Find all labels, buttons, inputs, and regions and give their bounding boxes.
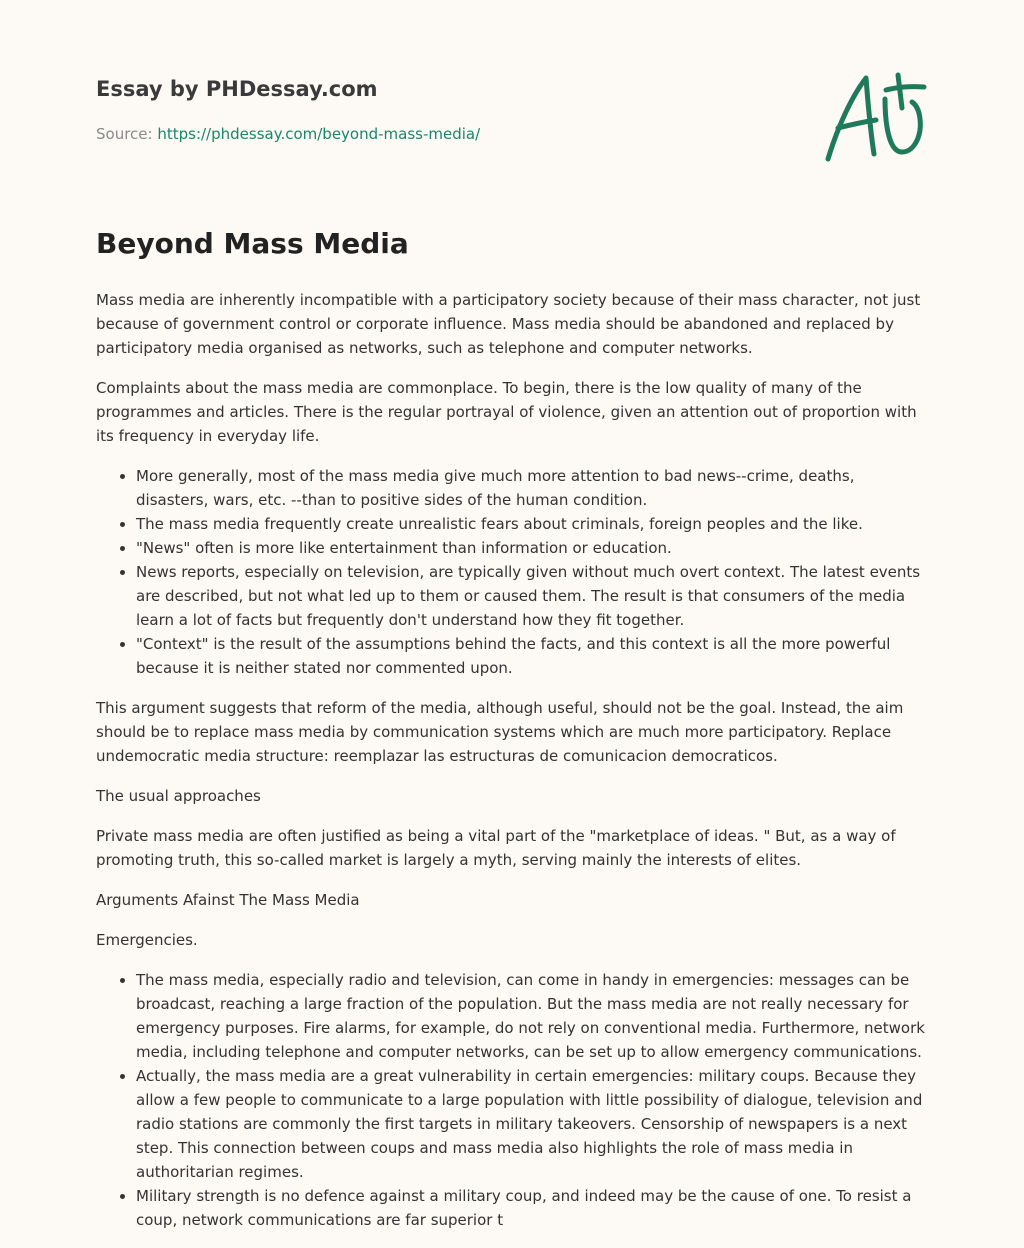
list-item: • The mass media, especially radio and television, can come in handy in emergencies: messages can be broadcast, reaching a large fraction of the population. But the mass media are not really necessary for emergency purposes. Fire alarms, for example, do not rely on conventional media. Furthermore, network media, including telephone and computer networks, can be set up to allow emergency communications. (136, 968, 930, 1064)
section-label-usual-approaches: The usual approaches (96, 787, 261, 805)
list-item: • "News" often is more like entertainment than information or education. (136, 536, 930, 560)
paragraph-complaints: Complaints about the mass media are commonplace. To begin, there is the low quality of many of the programmes and articles. There is the regular portrayal of violence, given an attention out of proportion with its frequency in everyday life. (96, 379, 917, 445)
a-plus-logo-icon (818, 66, 930, 166)
site-title: Essay by PHDessay.com (96, 77, 378, 101)
essay-content (96, 222, 930, 1248)
section-label-emergencies: Emergencies. (96, 931, 198, 949)
paragraph-marketplace: Private mass media are often justified as being a vital part of the "marketplace of ideas. " But, as a way of promoting truth, this so-called market is largely a myth, serving mainly the interests of elites. (96, 827, 896, 869)
source-label: Source: (96, 125, 158, 143)
list-item: • News reports, especially on television, are typically given without much overt context. The latest events are described, but not what led up to them or caused them. The result is that consumers of the media learn a lot of facts but frequently don't understand how they fit together. (136, 560, 930, 632)
page-header (96, 74, 796, 144)
list-item: • More generally, most of the mass media give much more attention to bad news--crime, deaths, disasters, wars, etc. --than to positive sides of the human condition. (136, 464, 930, 512)
section-label-arguments: Arguments Afainst The Mass Media (96, 891, 360, 909)
list-item: • "Context" is the result of the assumptions behind the facts, and this context is all the more powerful because it is neither stated nor commented upon. (136, 632, 930, 680)
paragraph-argument: This argument suggests that reform of the media, although useful, should not be the goal. Instead, the aim should be to replace mass media by communication systems which are much more participatory. Replace undemocratic media structure: reemplazar las estructuras de comunicacion democraticos. (96, 699, 904, 765)
list-item: • The mass media frequently create unrealistic fears about criminals, foreign peoples and the like. (136, 512, 930, 536)
list-item: • Actually, the mass media are a great vulnerability in certain emergencies: military coups. Because they allow a few people to communicate to a large population with little possibility of dialogue, television and radio stations are commonly the first targets in military takeovers. Censorship of newspapers is a next step. This connection between coups and mass media also highlights the role of mass media in authoritarian regimes. (136, 1064, 930, 1184)
emergencies-list (96, 968, 930, 1232)
complaints-list (96, 464, 930, 680)
essay-title: Beyond Mass Media (96, 227, 409, 260)
paragraph-intro: Mass media are inherently incompatible with a participatory society because of their mass character, not just because of government control or corporate influence. Mass media should be abandoned and replaced by participatory media organised as networks, such as telephone and computer networks. (96, 291, 921, 357)
source-link[interactable]: https://phdessay.com/beyond-mass-media/ (157, 125, 481, 143)
list-item: • Military strength is no defence against a military coup, and indeed may be the cause of one. To resist a coup, network communications are far superior t (136, 1184, 930, 1232)
source-line (96, 124, 796, 144)
